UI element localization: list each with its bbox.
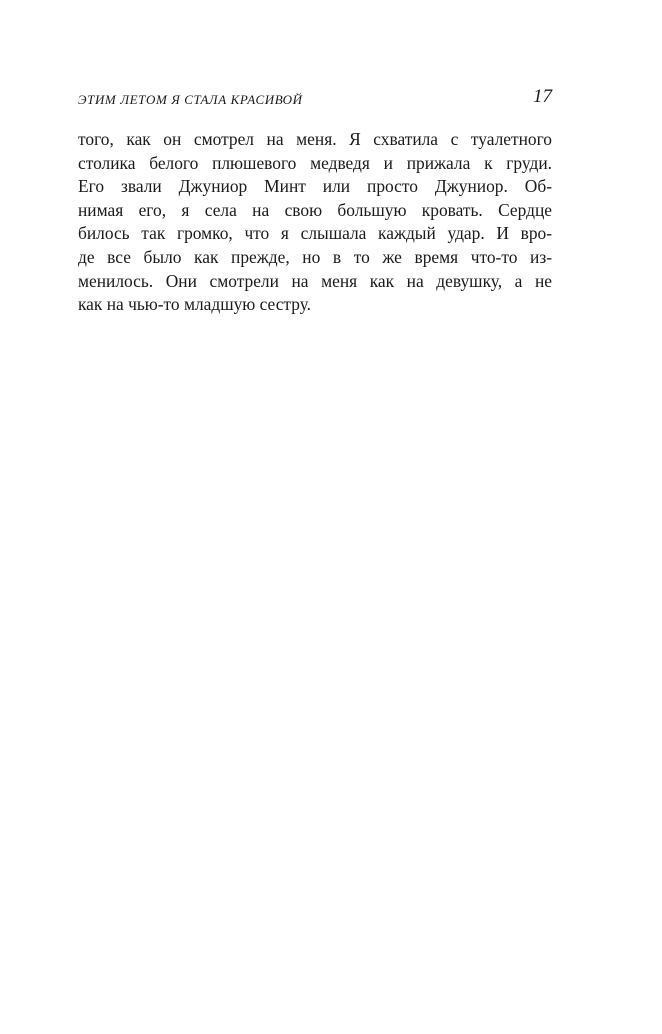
text-line: де все было как прежде, но в то же время что-то из- [78, 246, 552, 267]
text-line: Его звали Джуниор Минт или просто Джуниор. Об- [78, 176, 552, 197]
text-line: нимая его, я села на свою большую кровать. Сердце [78, 199, 552, 220]
text-line: столика белого плюшевого медведя и прижала к груди. [78, 152, 552, 173]
body-text [78, 128, 552, 317]
running-title: ЭТИМ ЛЕТОМ Я СТАЛА КРАСИВОЙ [78, 92, 303, 107]
text-line: того, как он смотрел на меня. Я схватила с туалетного [78, 129, 552, 149]
text-line: менилось. Они смотрели на меня как на девушку, а не [78, 270, 552, 291]
text-line: как на чью-то младшую сестру. [78, 294, 312, 315]
text-line: билось так громко, что я слышала каждый удар. И вро- [78, 223, 552, 244]
page-number: 17 [533, 86, 552, 107]
page-header [78, 84, 552, 108]
